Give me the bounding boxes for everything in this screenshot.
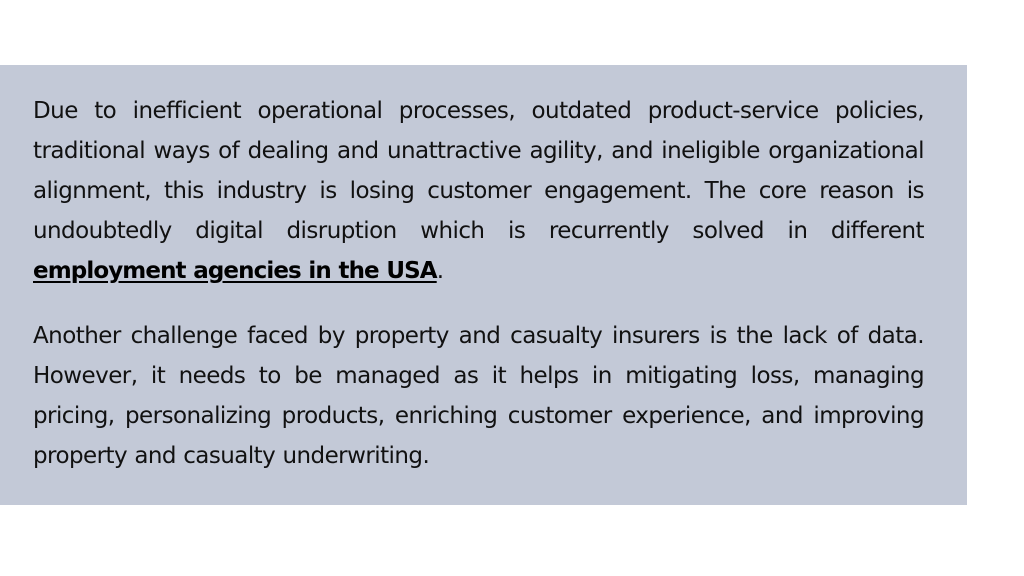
paragraph-2: Another challenge faced by property and casualty insurers is the lack of data. However, it needs to be managed as it helps in mitigating loss, managing pricing, personalizing products, enriching customer experience, and improving property and casualty underwriting.	[33, 323, 924, 469]
paragraph-1-end: .	[436, 258, 444, 284]
paragraph-1-text: Due to inefficient operational processes, outdated product-service policies, traditional ways of dealing and unattractive agility, and ineligible organizational alignment, this industry is losing customer engagement. The core reason is undoubtedly digital disruption which is recurrently solved in different	[33, 98, 924, 244]
paragraph-1	[33, 91, 924, 291]
text-panel	[0, 65, 967, 505]
employment-agencies-link[interactable]: employment agencies in the USA	[33, 258, 437, 284]
